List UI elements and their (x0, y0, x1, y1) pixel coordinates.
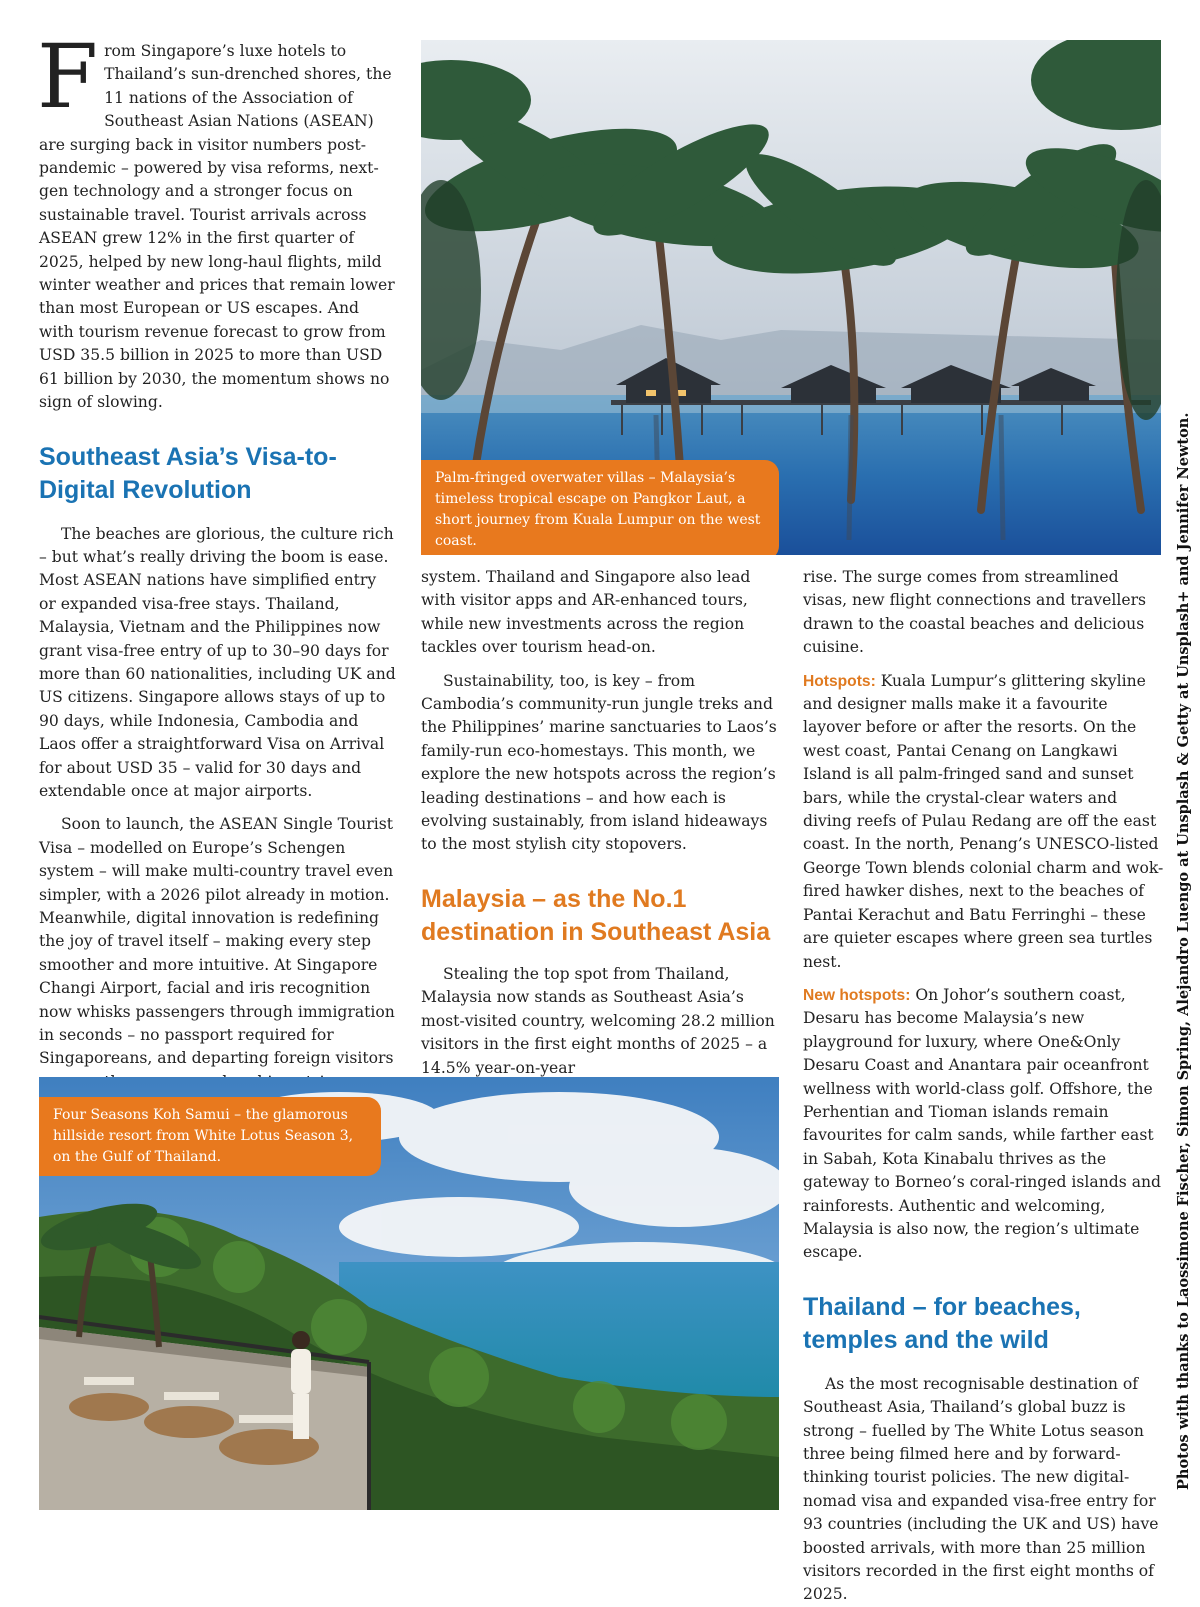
column-3 (803, 566, 1165, 1607)
malaysia-paragraph-1: Stealing the top spot from Thailand, Malaysia now stands as Southeast Asia’s most-visited country, welcoming 28.2 million visitors in the first eight months of 2025 – a 14.5% year-on-year (421, 964, 775, 1077)
thailand-heading-rest: for beaches, temples and the wild (803, 1292, 1081, 1354)
photo-pangkor-laut (421, 40, 1161, 555)
malaysia-heading-bold: Malaysia – (421, 884, 547, 913)
photo-top-caption: Palm-fringed overwater villas – Malaysia’s timeless tropical escape on Pangkor Laut, a short journey from Kuala Lumpur on the west coast. (421, 460, 779, 555)
photo-bottom-caption: Four Seasons Koh Samui – the glamorous hillside resort from White Lotus Season 3, on the Gulf of Thailand. (39, 1097, 381, 1176)
thailand-heading-bold: Thailand – (803, 1292, 927, 1321)
photo-koh-samui (39, 1077, 779, 1510)
visa-paragraph-1: The beaches are glorious, the culture rich – but what’s really driving the boom is ease. Most ASEAN nations have simplified entry or expanded visa-free stays. Thailand, Malaysia, Vietnam and the Philippines now grant visa-free entry of up to 30–90 days for more than 60 nationalities, including UK and US citizens. Singapore allows stays of up to 90 days, while Indonesia, Cambodia and Laos offer a straightforward Visa on Arrival for about USD 35 – valid for 30 days and extendable once at major airports. (39, 524, 396, 800)
hotspots-text: Kuala Lumpur’s glittering skyline and designer malls make it a favourite layover before or after the resorts. On the west coast, Pantai Cenang on Langkawi Island is all palm-fringed sand and sunset bars, while the crystal-clear waters and diving reefs of Pulau Redang are off the east coast. In the north, Penang’s UNESCO-listed George Town blends colonial charm and wok-fired hawker dishes, next to the beaches of Pantai Kerachut and Batu Ferringhi – these are quieter escapes where green sea turtles nest. (803, 671, 1164, 971)
malaysia-heading-rest: as the No.1 destination in Southeast Asia (421, 884, 771, 946)
visa-heading: Southeast Asia’s Visa-to-Digital Revolution (39, 442, 337, 504)
photo-credit: Photos with thanks to Laossimone Fischer, Simon Spring, Alejandro Luengo at Unsplash & Getty at Unsplash+ and Jennifer Newton. (1175, 412, 1192, 1490)
new-hotspots-text: On Johor’s southern coast, Desaru has become Malaysia’s new playground for luxury, where One&Only Desaru Coast and Anantara pair oceanfront wellness with world-class golf. Offshore, the Perhentian and Tioman islands remain favourites for calm sands, while farther east in Sabah, Kota Kinabalu thrives as the gateway to Borneo’s coral-ringed islands and rainforests. Authentic and welcoming, Malaysia is also now, the region’s ultimate escape. (803, 985, 1162, 1262)
hotspots-label: Hotspots: (803, 672, 876, 690)
hotspots-paragraph (803, 670, 1165, 974)
column-1 (37, 25, 397, 1094)
new-hotspots-label: New hotspots: (803, 986, 911, 1004)
intro-text: rom Singapore’s luxe hotels to Thailand’s sun-drenched shores, the 11 nations of the Association of Southeast Asian Nations (ASEAN) are surging back in visitor numbers post-pandemic – powered by visa reforms, next-gen technology and a stronger focus on sustainable travel. Tourist arrivals across ASEAN grew 12% in the first quarter of 2025, helped by new long-haul flights, mild winter weather and prices that remain lower than most European or US escapes. And with tourism revenue forecast to grow from USD 35.5 billion in 2025 to more than USD 61 billion by 2030, the momentum shows no sign of slowing. (39, 42, 395, 412)
visa-paragraph-2: Soon to launch, the ASEAN Single Tourist Visa – modelled on Europe’s Schengen system – will make multi-country travel even simpler, with a 2026 pilot already in motion. Meanwhile, digital innovation is redefining the joy of travel itself – making every step smoother and more intuitive. At Singapore Changi Airport, facial and iris recognition now whisks passengers through immigration in seconds – no passport required for Singaporeans, and departing foreign visitors (39, 815, 395, 1068)
malaysia-heading (421, 883, 779, 949)
drop-cap: F (37, 25, 99, 128)
sustainability-paragraph: Sustainability, too, is key – from Cambodia’s community-run jungle treks and the Philippines’ marine sanctuaries to Laos’s family-run eco-homestays. This month, we explore the new hotspots across the region’s leading destinations – and how each is evolving sustainably, from island hideaways to the most stylish city stopovers. (421, 671, 777, 854)
thailand-heading (803, 1291, 1103, 1357)
malaysia-paragraph-1-continued: rise. The surge comes from streamlined visas, new flight connections and travellers drawn to the coastal beaches and delicious cuisine. (803, 568, 1147, 657)
visa-paragraph-2-continued: system. Thailand and Singapore also lead with visitor apps and AR-enhanced tours, while new investments across the region tackles over tourism head-on. (421, 568, 751, 657)
thailand-paragraph-1: As the most recognisable destination of Southeast Asia, Thailand’s global buzz is strong – fuelled by The White Lotus season three being filmed here and by forward-thinking tourist policies. The new digital-nomad visa and expanded visa-free entry for 93 countries (including the UK and US) have boosted arrivals, with more than 25 million visitors recorded in the first eight months of 2025. (803, 1374, 1159, 1604)
column-2 (421, 566, 779, 1080)
intro-paragraph (37, 25, 397, 415)
new-hotspots-paragraph (803, 984, 1165, 1265)
